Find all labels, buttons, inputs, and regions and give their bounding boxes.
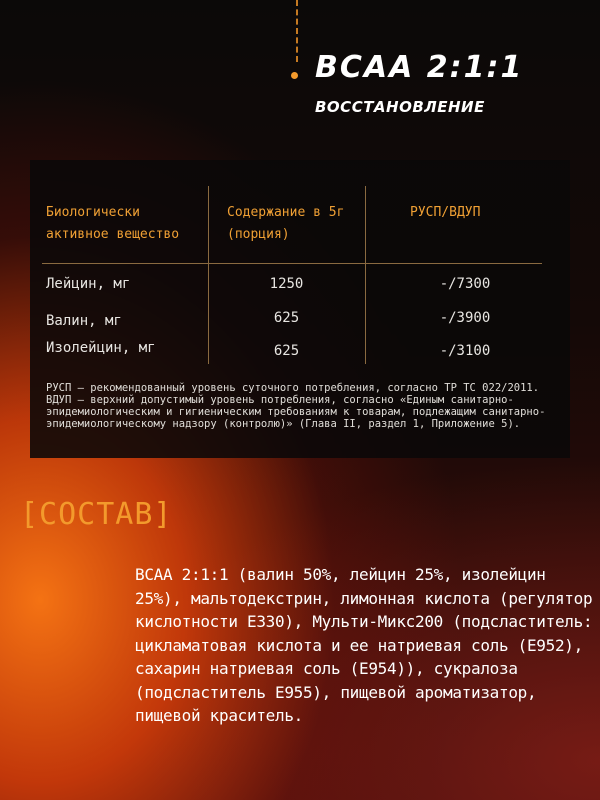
row-amount-isoleucine: 625 <box>273 343 300 359</box>
dashed-divider <box>296 0 298 62</box>
header-line: РУСП/ВДУП <box>410 205 481 220</box>
footnote-rusp: РУСП – рекомендованный уровень суточного потребления, согласно ТР ТС 022/2011. <box>46 382 540 394</box>
product-title: BCAA 2:1:1 <box>315 50 524 85</box>
row-amount-leucine: 1250 <box>269 276 304 292</box>
header-rule <box>42 263 542 264</box>
product-subtitle: ВОССТАНОВЛЕНИЕ <box>315 98 485 116</box>
composition-text: ВСАА 2:1:1 (валин 50%, лейцин 25%, изолейцин 25%), мальтодекстрин, лимонная кислота (регулятор кислотности Е330), Мульти-Микс200 (подсластитель: цикламатовая кислота и ее натриевая соль (Е952), сахарин натриевая соль (Е954)), сукралоза (подсластитель Е955), пищевой ароматизатор, пищевой краситель. <box>135 565 593 725</box>
row-norm-valine: -/3900 <box>439 310 491 326</box>
header-substance <box>46 202 179 246</box>
header-content <box>227 202 344 246</box>
header-line: активное вещество <box>46 227 180 242</box>
row-norm-isoleucine: -/3100 <box>439 343 491 359</box>
header-line: Биологически <box>46 205 140 220</box>
row-name-isoleucine: Изолейцин, мг <box>46 340 156 356</box>
header-line: Содержание в 5г <box>227 205 345 220</box>
accent-dot <box>291 72 298 79</box>
row-name-valine: Валин, мг <box>46 313 122 329</box>
row-amount-valine: 625 <box>273 310 300 326</box>
nutrition-table <box>30 160 570 458</box>
table-footnote <box>46 382 561 430</box>
header-line: (порция) <box>227 227 290 242</box>
row-norm-leucine: -/7300 <box>439 276 491 292</box>
row-name-leucine: Лейцин, мг <box>46 276 131 292</box>
footnote-vdup: ВДУП – верхний допустимый уровень потребления, согласно «Единым санитарно-эпидемиологическим и гигиеническим требованиям к товарам, подлежащим санитарно-эпидемиологическому надзору (контролю)» (Глава II, раздел 1, Приложение 5). <box>46 394 546 430</box>
composition-heading: [СОСТАВ] <box>20 497 173 532</box>
header-norm <box>410 202 480 224</box>
